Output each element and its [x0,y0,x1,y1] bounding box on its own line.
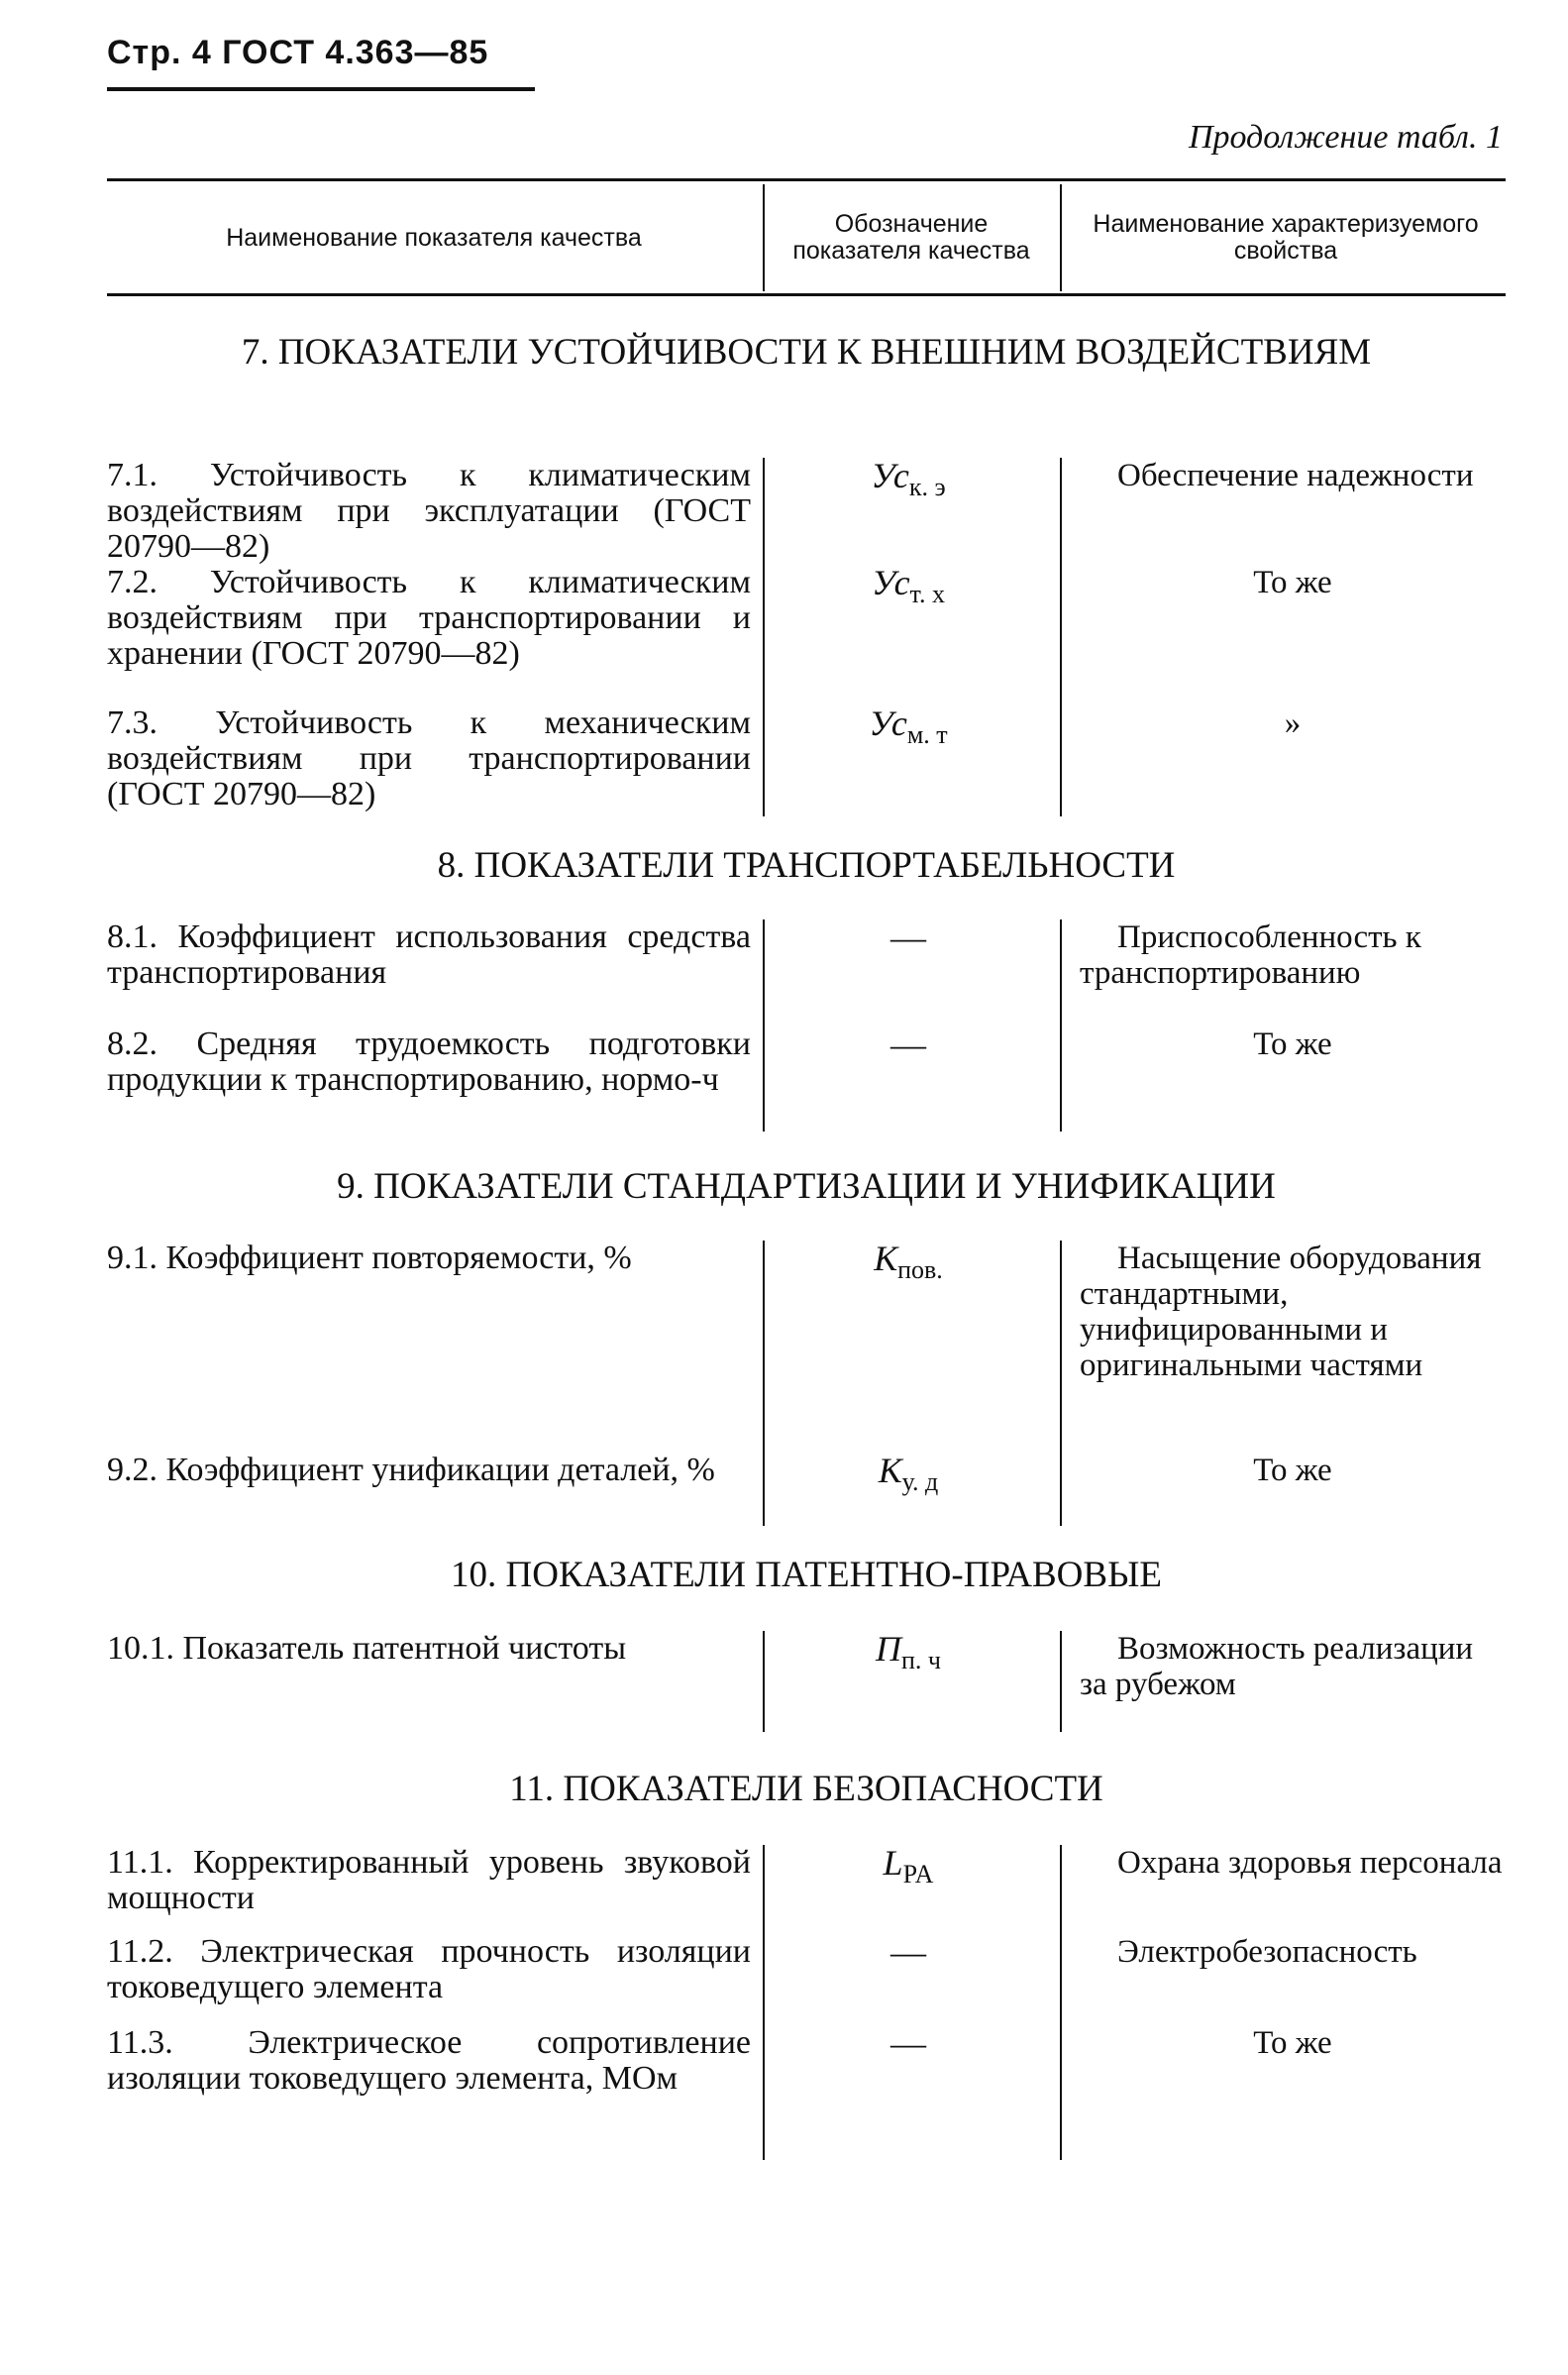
characterized-property: Электробезопасность [1117,1934,1417,1970]
quality-indicator-name: 7.3. Устойчивость к механическим воздействиям при транспортировании (ГОСТ 20790—82) [107,704,751,812]
characterized-property: Приспособленность к транспортированию [1080,919,1421,991]
column-divider [1060,1845,1062,2160]
table-top-rule [107,178,1506,181]
indicator-designation: $Ус_{к. э}$ [871,456,946,501]
quality-indicator-name: 9.1. Коэффициент повторяемости, % [107,1240,632,1276]
indicator-designation: — [890,1932,926,1972]
column-divider [1060,458,1062,816]
quality-indicator-name: 11.3. Электрическое сопротивление изоляции токоведущего элемента, МОм [107,2024,751,2097]
quality-indicator-name: 10.1. Показатель патентной чистоты [107,1630,627,1667]
section-title: 9. ПОКАЗАТЕЛИ СТАНДАРТИЗАЦИИ И УНИФИКАЦИИ [337,1166,1276,1207]
quality-indicator-name: 7.1. Устойчивость к климатическим воздействиям при эксплуатации (ГОСТ 20790—82) [107,457,751,565]
characterized-property: Возможность реализации за рубежом [1080,1631,1474,1702]
quality-indicator-name: 11.2. Электрическая прочность изоляции токоведущего элемента [107,1933,751,2005]
indicator-designation: — [890,918,926,957]
section-title: 10. ПОКАЗАТЕЛИ ПАТЕНТНО-ПРАВОВЫЕ [451,1555,1162,1595]
table-header-rule [107,293,1506,296]
characterized-property: Охрана здоровья персонала [1117,1845,1503,1881]
characterized-property: » [1284,705,1302,741]
section-title: 8. ПОКАЗАТЕЛИ ТРАНСПОРТАБЕЛЬНОСТИ [437,845,1176,886]
indicator-designation: $Ус_{т. х}$ [872,563,945,608]
indicator-designation: $К_{пов.}$ [874,1239,943,1284]
section-title: 11. ПОКАЗАТЕЛИ БЕЗОПАСНОСТИ [509,1769,1103,1809]
column-divider [763,1845,765,2160]
characterized-property: Насыщение оборудования стандартными, унифицированными и оригинальными частями [1080,1241,1482,1383]
table-continuation-label: Продолжение табл. 1 [1188,119,1503,156]
quality-indicator-name: 9.2. Коэффициент унификации деталей, % [107,1452,715,1488]
indicator-designation: — [890,1025,926,1064]
column-divider [763,1241,765,1526]
indicator-designation: $К_{у. д}$ [878,1451,939,1496]
characterized-property: То же [1253,1453,1332,1488]
indicator-designation: — [890,2023,926,2063]
indicator-designation: $Ус_{м. т}$ [869,703,948,749]
header-rule [107,87,535,91]
column-divider [763,458,765,816]
indicator-designation: $П_{п. ч}$ [876,1629,941,1674]
column-header-designation: Обозначение показателя качества [792,210,1030,265]
header-divider [763,184,765,291]
characterized-property: То же [1253,565,1332,600]
characterized-property: То же [1253,2025,1332,2061]
characterized-property: Обеспечение надежности [1117,458,1474,493]
page-header: Стр. 4 ГОСТ 4.363—85 [107,34,489,71]
column-divider [763,919,765,1132]
header-divider [1060,184,1062,291]
indicator-designation: $L_{PA}$ [883,1843,934,1889]
column-divider [1060,1631,1062,1732]
quality-indicator-name: 8.1. Коэффициент использования средства транспортирования [107,918,751,991]
section-title: 7. ПОКАЗАТЕЛИ УСТОЙЧИВОСТИ К ВНЕШНИМ ВОЗДЕЙСТВИЯМ [241,332,1372,373]
quality-indicator-name: 7.2. Устойчивость к климатическим воздействиям при транспортировании и хранении (ГОСТ 20790—82) [107,564,751,672]
column-divider [1060,1241,1062,1526]
characterized-property: То же [1253,1026,1332,1062]
column-header-name: Наименование показателя качества [226,223,642,252]
column-divider [1060,919,1062,1132]
quality-indicator-name: 11.1. Корректированный уровень звуковой мощности [107,1844,751,1916]
column-header-property: Наименование характеризуемого свойства [1093,210,1479,265]
column-divider [763,1631,765,1732]
quality-indicator-name: 8.2. Средняя трудоемкость подготовки продукции к транспортированию, нормо-ч [107,1026,751,1098]
